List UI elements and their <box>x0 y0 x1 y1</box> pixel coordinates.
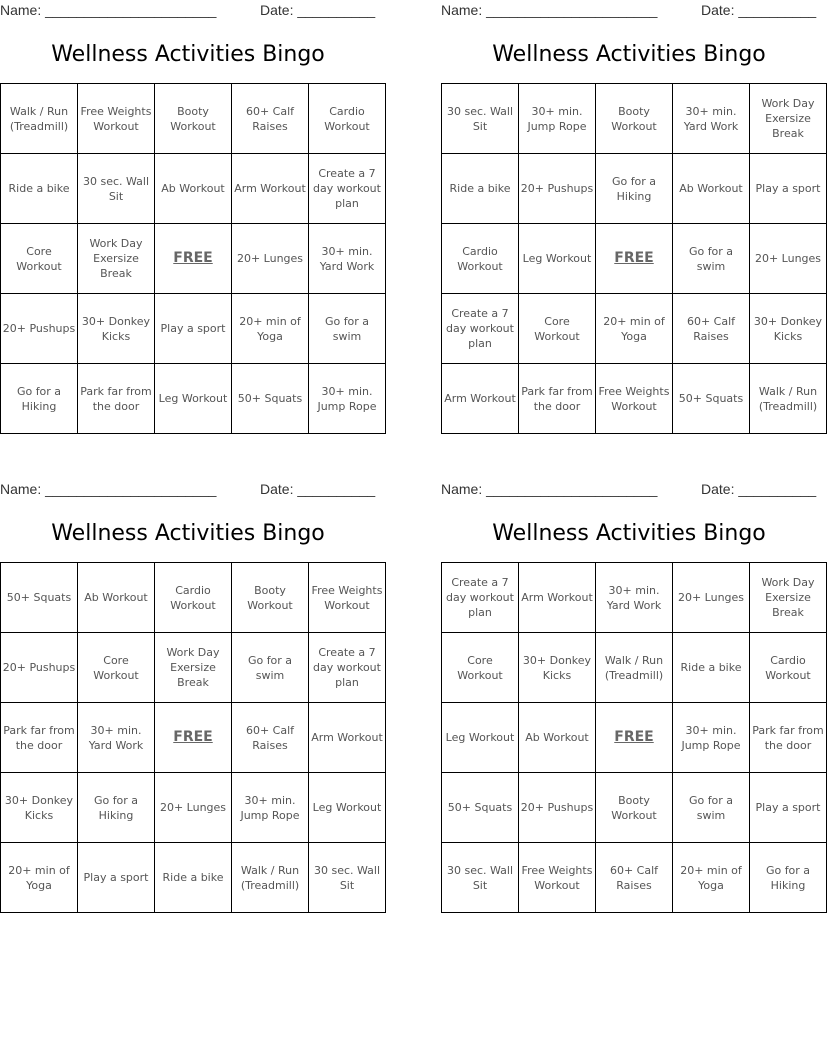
bingo-cell: 30+ Donkey Kicks <box>519 633 596 703</box>
bingo-cell: Leg Workout <box>442 703 519 773</box>
bingo-cell: Play a sport <box>78 843 155 913</box>
bingo-row <box>442 703 827 773</box>
bingo-cell: Go for a swim <box>673 773 750 843</box>
bingo-cell: Free Weights Workout <box>78 84 155 154</box>
bingo-cell: Create a 7 day workout plan <box>309 633 386 703</box>
bingo-cell: Walk / Run (Treadmill) <box>1 84 78 154</box>
bingo-cell: Play a sport <box>750 773 827 843</box>
bingo-cell: 50+ Squats <box>232 364 309 434</box>
bingo-cell: 20+ Lunges <box>232 224 309 294</box>
bingo-cell: Work Day Exersize Break <box>750 84 827 154</box>
bingo-cell: Free Weights Workout <box>519 843 596 913</box>
bingo-cell: 50+ Squats <box>442 773 519 843</box>
bingo-row <box>442 224 827 294</box>
free-space: FREE <box>155 224 232 294</box>
date-field-label: Date: __________ <box>260 481 376 497</box>
bingo-cell: 50+ Squats <box>1 563 78 633</box>
bingo-cell: Leg Workout <box>155 364 232 434</box>
card-title: Wellness Activities Bingo <box>492 521 766 546</box>
bingo-cell: Core Workout <box>519 294 596 364</box>
bingo-cell: Go for a Hiking <box>1 364 78 434</box>
bingo-cell: Ride a bike <box>442 154 519 224</box>
name-field-label: Name: ______________________ <box>441 2 658 18</box>
bingo-row <box>1 773 386 843</box>
bingo-grid <box>0 83 386 434</box>
bingo-cell: Booty Workout <box>596 773 673 843</box>
bingo-cell: Create a 7 day workout plan <box>442 294 519 364</box>
bingo-cell: Booty Workout <box>232 563 309 633</box>
bingo-cell: 30+ Donkey Kicks <box>1 773 78 843</box>
bingo-cell: Ride a bike <box>1 154 78 224</box>
bingo-cell: 60+ Calf Raises <box>596 843 673 913</box>
bingo-cell: 30+ Donkey Kicks <box>750 294 827 364</box>
name-field-label: Name: ______________________ <box>0 481 217 497</box>
bingo-cell: Go for a swim <box>673 224 750 294</box>
bingo-row <box>1 633 386 703</box>
bingo-cell: Play a sport <box>155 294 232 364</box>
bingo-grid <box>441 562 827 913</box>
bingo-row <box>442 563 827 633</box>
name-date-row <box>0 2 376 22</box>
bingo-cell: 20+ Lunges <box>673 563 750 633</box>
bingo-row <box>442 633 827 703</box>
bingo-row <box>442 294 827 364</box>
bingo-cell: 30+ min. Yard Work <box>596 563 673 633</box>
bingo-cell: 30 sec. Wall Sit <box>442 84 519 154</box>
bingo-cell: Walk / Run (Treadmill) <box>596 633 673 703</box>
bingo-cell: 20+ Pushups <box>519 154 596 224</box>
bingo-grid <box>0 562 386 913</box>
bingo-cell: Booty Workout <box>596 84 673 154</box>
bingo-row <box>442 84 827 154</box>
bingo-cell: 20+ min of Yoga <box>1 843 78 913</box>
bingo-cell: Ab Workout <box>519 703 596 773</box>
bingo-cell: Cardio Workout <box>309 84 386 154</box>
bingo-cell: Go for a Hiking <box>750 843 827 913</box>
bingo-cell: Free Weights Workout <box>309 563 386 633</box>
free-space: FREE <box>596 224 673 294</box>
bingo-cell: 30+ min. Jump Rope <box>232 773 309 843</box>
bingo-row <box>1 364 386 434</box>
bingo-cell: 30 sec. Wall Sit <box>442 843 519 913</box>
bingo-cell: Go for a swim <box>232 633 309 703</box>
bingo-cell: 20+ Lunges <box>155 773 232 843</box>
bingo-cell: Ride a bike <box>155 843 232 913</box>
bingo-row <box>1 843 386 913</box>
free-space: FREE <box>596 703 673 773</box>
bingo-row <box>442 773 827 843</box>
bingo-cell: Arm Workout <box>519 563 596 633</box>
bingo-row <box>1 154 386 224</box>
bingo-cell: 30 sec. Wall Sit <box>309 843 386 913</box>
bingo-cell: Free Weights Workout <box>596 364 673 434</box>
bingo-cell: Go for a Hiking <box>78 773 155 843</box>
bingo-cell: Park far from the door <box>519 364 596 434</box>
bingo-cell: 20+ Lunges <box>750 224 827 294</box>
bingo-cell: 30+ min. Jump Rope <box>673 703 750 773</box>
bingo-cell: Core Workout <box>1 224 78 294</box>
bingo-cell: Leg Workout <box>519 224 596 294</box>
bingo-cell: Work Day Exersize Break <box>78 224 155 294</box>
bingo-row <box>1 84 386 154</box>
bingo-row <box>442 843 827 913</box>
bingo-cell: 20+ min of Yoga <box>596 294 673 364</box>
bingo-cell: Core Workout <box>78 633 155 703</box>
bingo-cell: Walk / Run (Treadmill) <box>750 364 827 434</box>
bingo-cell: Cardio Workout <box>750 633 827 703</box>
bingo-cell: 60+ Calf Raises <box>232 84 309 154</box>
bingo-cell: 20+ min of Yoga <box>232 294 309 364</box>
bingo-cell: Booty Workout <box>155 84 232 154</box>
name-date-row <box>0 481 376 501</box>
bingo-cell: 60+ Calf Raises <box>232 703 309 773</box>
bingo-row <box>1 224 386 294</box>
bingo-cell: 30+ min. Yard Work <box>309 224 386 294</box>
bingo-cell: Create a 7 day workout plan <box>442 563 519 633</box>
bingo-cell: Ride a bike <box>673 633 750 703</box>
bingo-cell: Ab Workout <box>155 154 232 224</box>
name-date-row <box>441 481 817 501</box>
bingo-cell: Cardio Workout <box>442 224 519 294</box>
bingo-cell: Create a 7 day workout plan <box>309 154 386 224</box>
bingo-cell: 30+ min. Jump Rope <box>519 84 596 154</box>
card-title: Wellness Activities Bingo <box>51 42 325 67</box>
bingo-cell: Park far from the door <box>750 703 827 773</box>
bingo-cell: Park far from the door <box>78 364 155 434</box>
bingo-cell: Cardio Workout <box>155 563 232 633</box>
bingo-cell: Work Day Exersize Break <box>750 563 827 633</box>
bingo-cell: Work Day Exersize Break <box>155 633 232 703</box>
bingo-cell: 30+ min. Yard Work <box>673 84 750 154</box>
bingo-row <box>442 154 827 224</box>
bingo-cell: 20+ Pushups <box>1 633 78 703</box>
bingo-cell: 30 sec. Wall Sit <box>78 154 155 224</box>
free-space: FREE <box>155 703 232 773</box>
bingo-cell: Play a sport <box>750 154 827 224</box>
bingo-cell: Park far from the door <box>1 703 78 773</box>
bingo-cell: Leg Workout <box>309 773 386 843</box>
card-title: Wellness Activities Bingo <box>492 42 766 67</box>
name-date-row <box>441 2 817 22</box>
bingo-row <box>442 364 827 434</box>
card-title: Wellness Activities Bingo <box>51 521 325 546</box>
bingo-cell: Ab Workout <box>673 154 750 224</box>
bingo-cell: 30+ min. Yard Work <box>78 703 155 773</box>
date-field-label: Date: __________ <box>260 2 376 18</box>
bingo-row <box>1 294 386 364</box>
name-field-label: Name: ______________________ <box>0 2 217 18</box>
bingo-cell: Arm Workout <box>442 364 519 434</box>
bingo-cell: Arm Workout <box>309 703 386 773</box>
bingo-cell: 30+ min. Jump Rope <box>309 364 386 434</box>
bingo-cell: 60+ Calf Raises <box>673 294 750 364</box>
bingo-row <box>1 703 386 773</box>
bingo-cell: Core Workout <box>442 633 519 703</box>
bingo-cell: 20+ Pushups <box>1 294 78 364</box>
bingo-cell: 20+ min of Yoga <box>673 843 750 913</box>
name-field-label: Name: ______________________ <box>441 481 658 497</box>
bingo-cell: Go for a Hiking <box>596 154 673 224</box>
bingo-cell: Go for a swim <box>309 294 386 364</box>
date-field-label: Date: __________ <box>701 481 817 497</box>
bingo-grid <box>441 83 827 434</box>
bingo-cell: 50+ Squats <box>673 364 750 434</box>
date-field-label: Date: __________ <box>701 2 817 18</box>
bingo-cell: Ab Workout <box>78 563 155 633</box>
bingo-cell: 30+ Donkey Kicks <box>78 294 155 364</box>
bingo-row <box>1 563 386 633</box>
bingo-cell: Arm Workout <box>232 154 309 224</box>
bingo-cell: 20+ Pushups <box>519 773 596 843</box>
bingo-cell: Walk / Run (Treadmill) <box>232 843 309 913</box>
